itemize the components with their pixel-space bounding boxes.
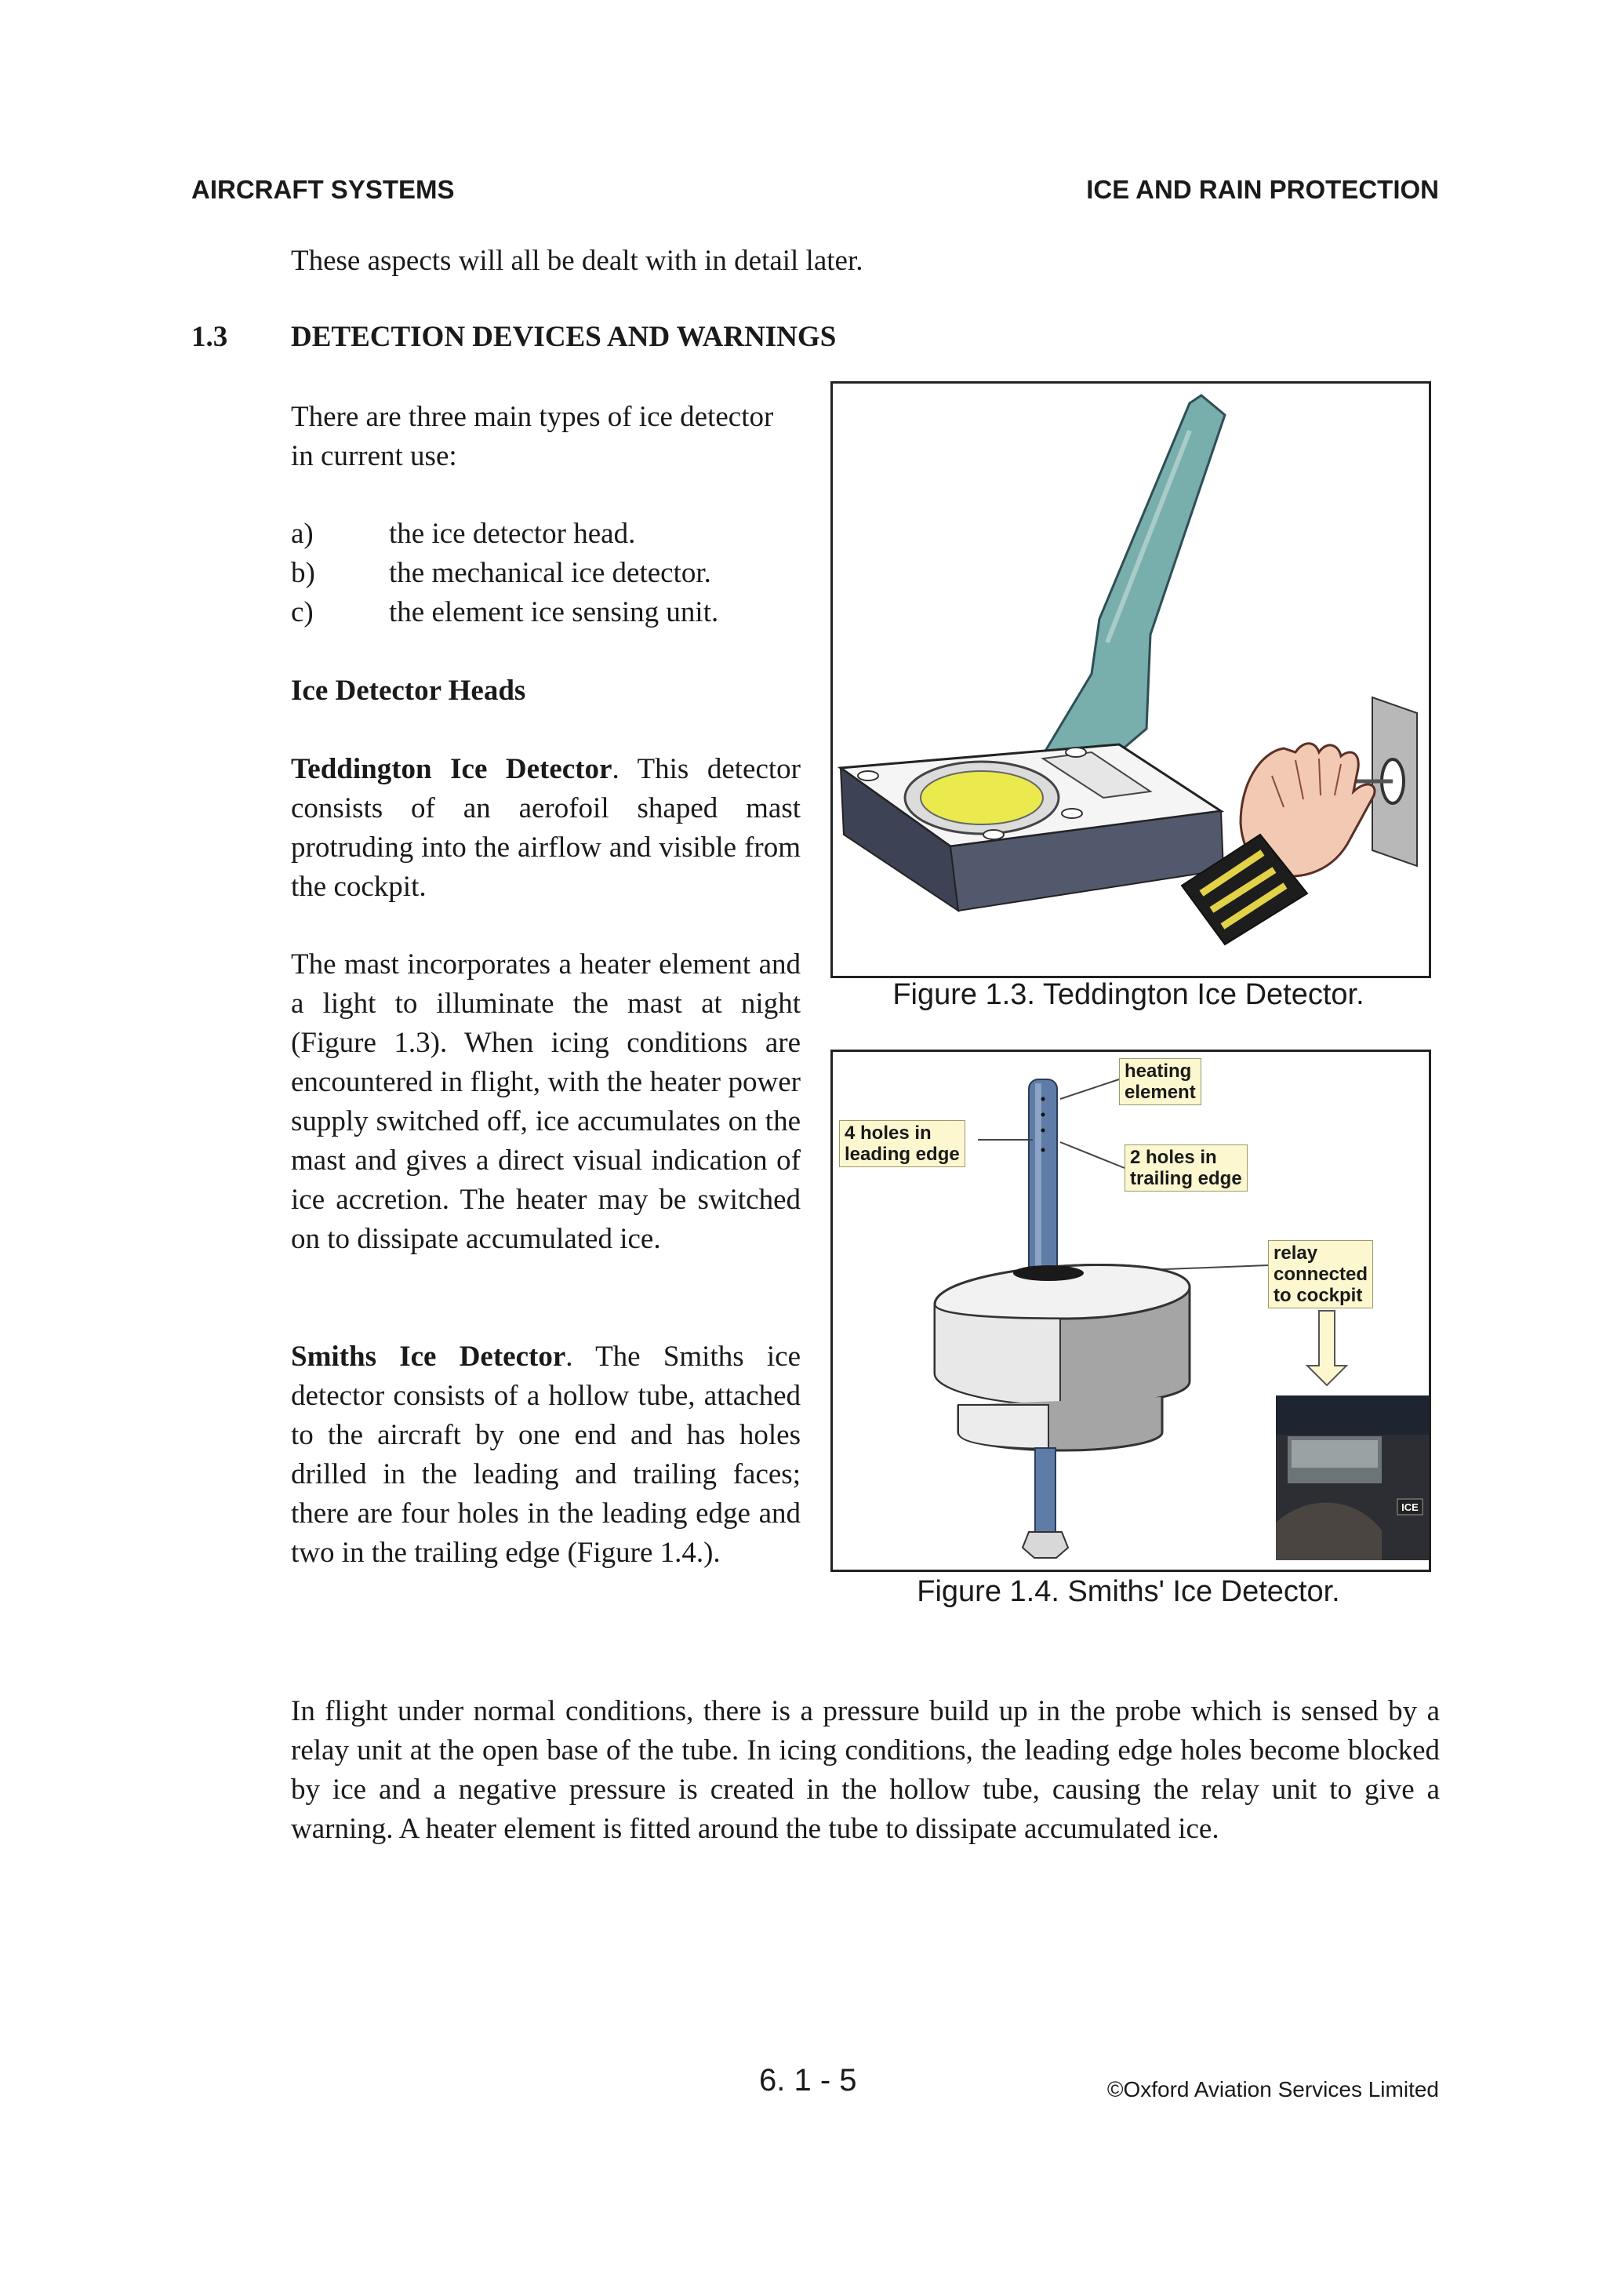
running-header-right: ICE AND RAIN PROTECTION [1086,175,1439,204]
screw [858,771,878,780]
screw [983,830,1004,839]
teddington-text: . This detector consists of an aerofoil shaped mast protruding into the airflow and visible from the cockpit. [291,753,801,903]
figure-teddington-ice-detector [830,381,1431,978]
smiths-text: . The Smiths ice detector consists of a hollow tube, attached to the aircraft by one end and has holes drilled in the leading and trailing faces; there are four holes in the leading edge and two in the trailing edge (Figure 1.4.). [291,1341,801,1569]
types-list [291,515,801,632]
page-number: 6. 1 - 5 [759,2063,857,2098]
figure-1-3-caption: Figure 1.3. Teddington Ice Detector. [892,978,1364,1011]
running-header-left: AIRCRAFT SYSTEMS [191,175,455,204]
types-intro: There are three main types of ice detector in current use: [291,401,774,472]
relay-to-cockpit-arrow [1307,1311,1346,1385]
cockpit-window-sky [1292,1440,1378,1468]
figure-1-4-caption: Figure 1.4. Smiths' Ice Detector. [917,1575,1340,1608]
teddington-lead: Teddington Ice Detector [291,753,612,785]
smiths-lead: Smiths Ice Detector [291,1341,566,1373]
flange-face [958,1405,1048,1449]
label-4-holes-leading-edge: 4 holes in leading edge [839,1120,965,1167]
label-relay-connected-to-cockpit: relay connected to cockpit [1268,1240,1373,1308]
housing-face [935,1304,1060,1405]
smiths-paragraph [291,1337,801,1573]
tube-opening [1013,1265,1084,1281]
figure-smiths-ice-detector [830,1050,1431,1572]
list-item [291,593,801,632]
label-2-holes-trailing-edge: 2 holes in trailing edge [1125,1144,1248,1192]
list-marker: a) [291,518,314,550]
screw [1066,748,1086,757]
hole [1041,1148,1045,1152]
mast-paragraph: The mast incorporates a heater element and a light to illuminate the mast at night (Figure 1.3). When icing conditions are encountered in flight, with the heater power supply switched off, ice accumulates on the mast and gives a direct visual indication of ice accretion. The heater may be switched on to dissipate accumulated ice. [291,948,801,1255]
lens-window [921,771,1043,824]
copyright-notice: ©Oxford Aviation Services Limited [1106,2077,1439,2101]
section-number: 1.3 [191,321,228,353]
ice-detector-mast [1033,395,1225,795]
hole [1041,1113,1045,1117]
ice-warning-text: ICE [1401,1501,1419,1513]
mounting-nut [1023,1532,1068,1558]
cockpit-panel-strip [1276,1395,1429,1435]
label-heating-element: heating element [1119,1058,1201,1105]
list-item [291,515,801,554]
subheading-ice-detector-heads: Ice Detector Heads [291,675,526,707]
leader-line [1060,1142,1125,1168]
hole [1041,1129,1045,1133]
teddington-paragraph [291,750,801,907]
screw [1062,809,1082,818]
list-text: the element ice sensing unit. [389,596,719,628]
teddington-detector-illustration [833,384,1429,976]
hole [1041,1097,1045,1101]
intro-line: These aspects will all be dealt with in detail later. [291,245,863,277]
section-title: DETECTION DEVICES AND WARNINGS [291,321,837,353]
list-marker: b) [291,557,315,589]
list-item [291,554,801,593]
cockpit-photo [1276,1395,1429,1560]
hollow-tube-lower [1035,1448,1056,1534]
list-text: the mechanical ice detector. [389,557,711,589]
list-marker: c) [291,596,314,628]
closing-paragraph: In flight under normal conditions, there is a pressure build up in the probe which is sensed by a relay unit at the open base of the tube. In icing conditions, the leading edge holes become blocked by ice and a negative pressure is created in the hollow tube, causing the relay unit to give a warning. A heater element is fitted around the tube to dissipate accumulated ice. [291,1695,1440,1845]
list-text: the ice detector head. [389,518,636,550]
leader-line [1060,1079,1119,1099]
